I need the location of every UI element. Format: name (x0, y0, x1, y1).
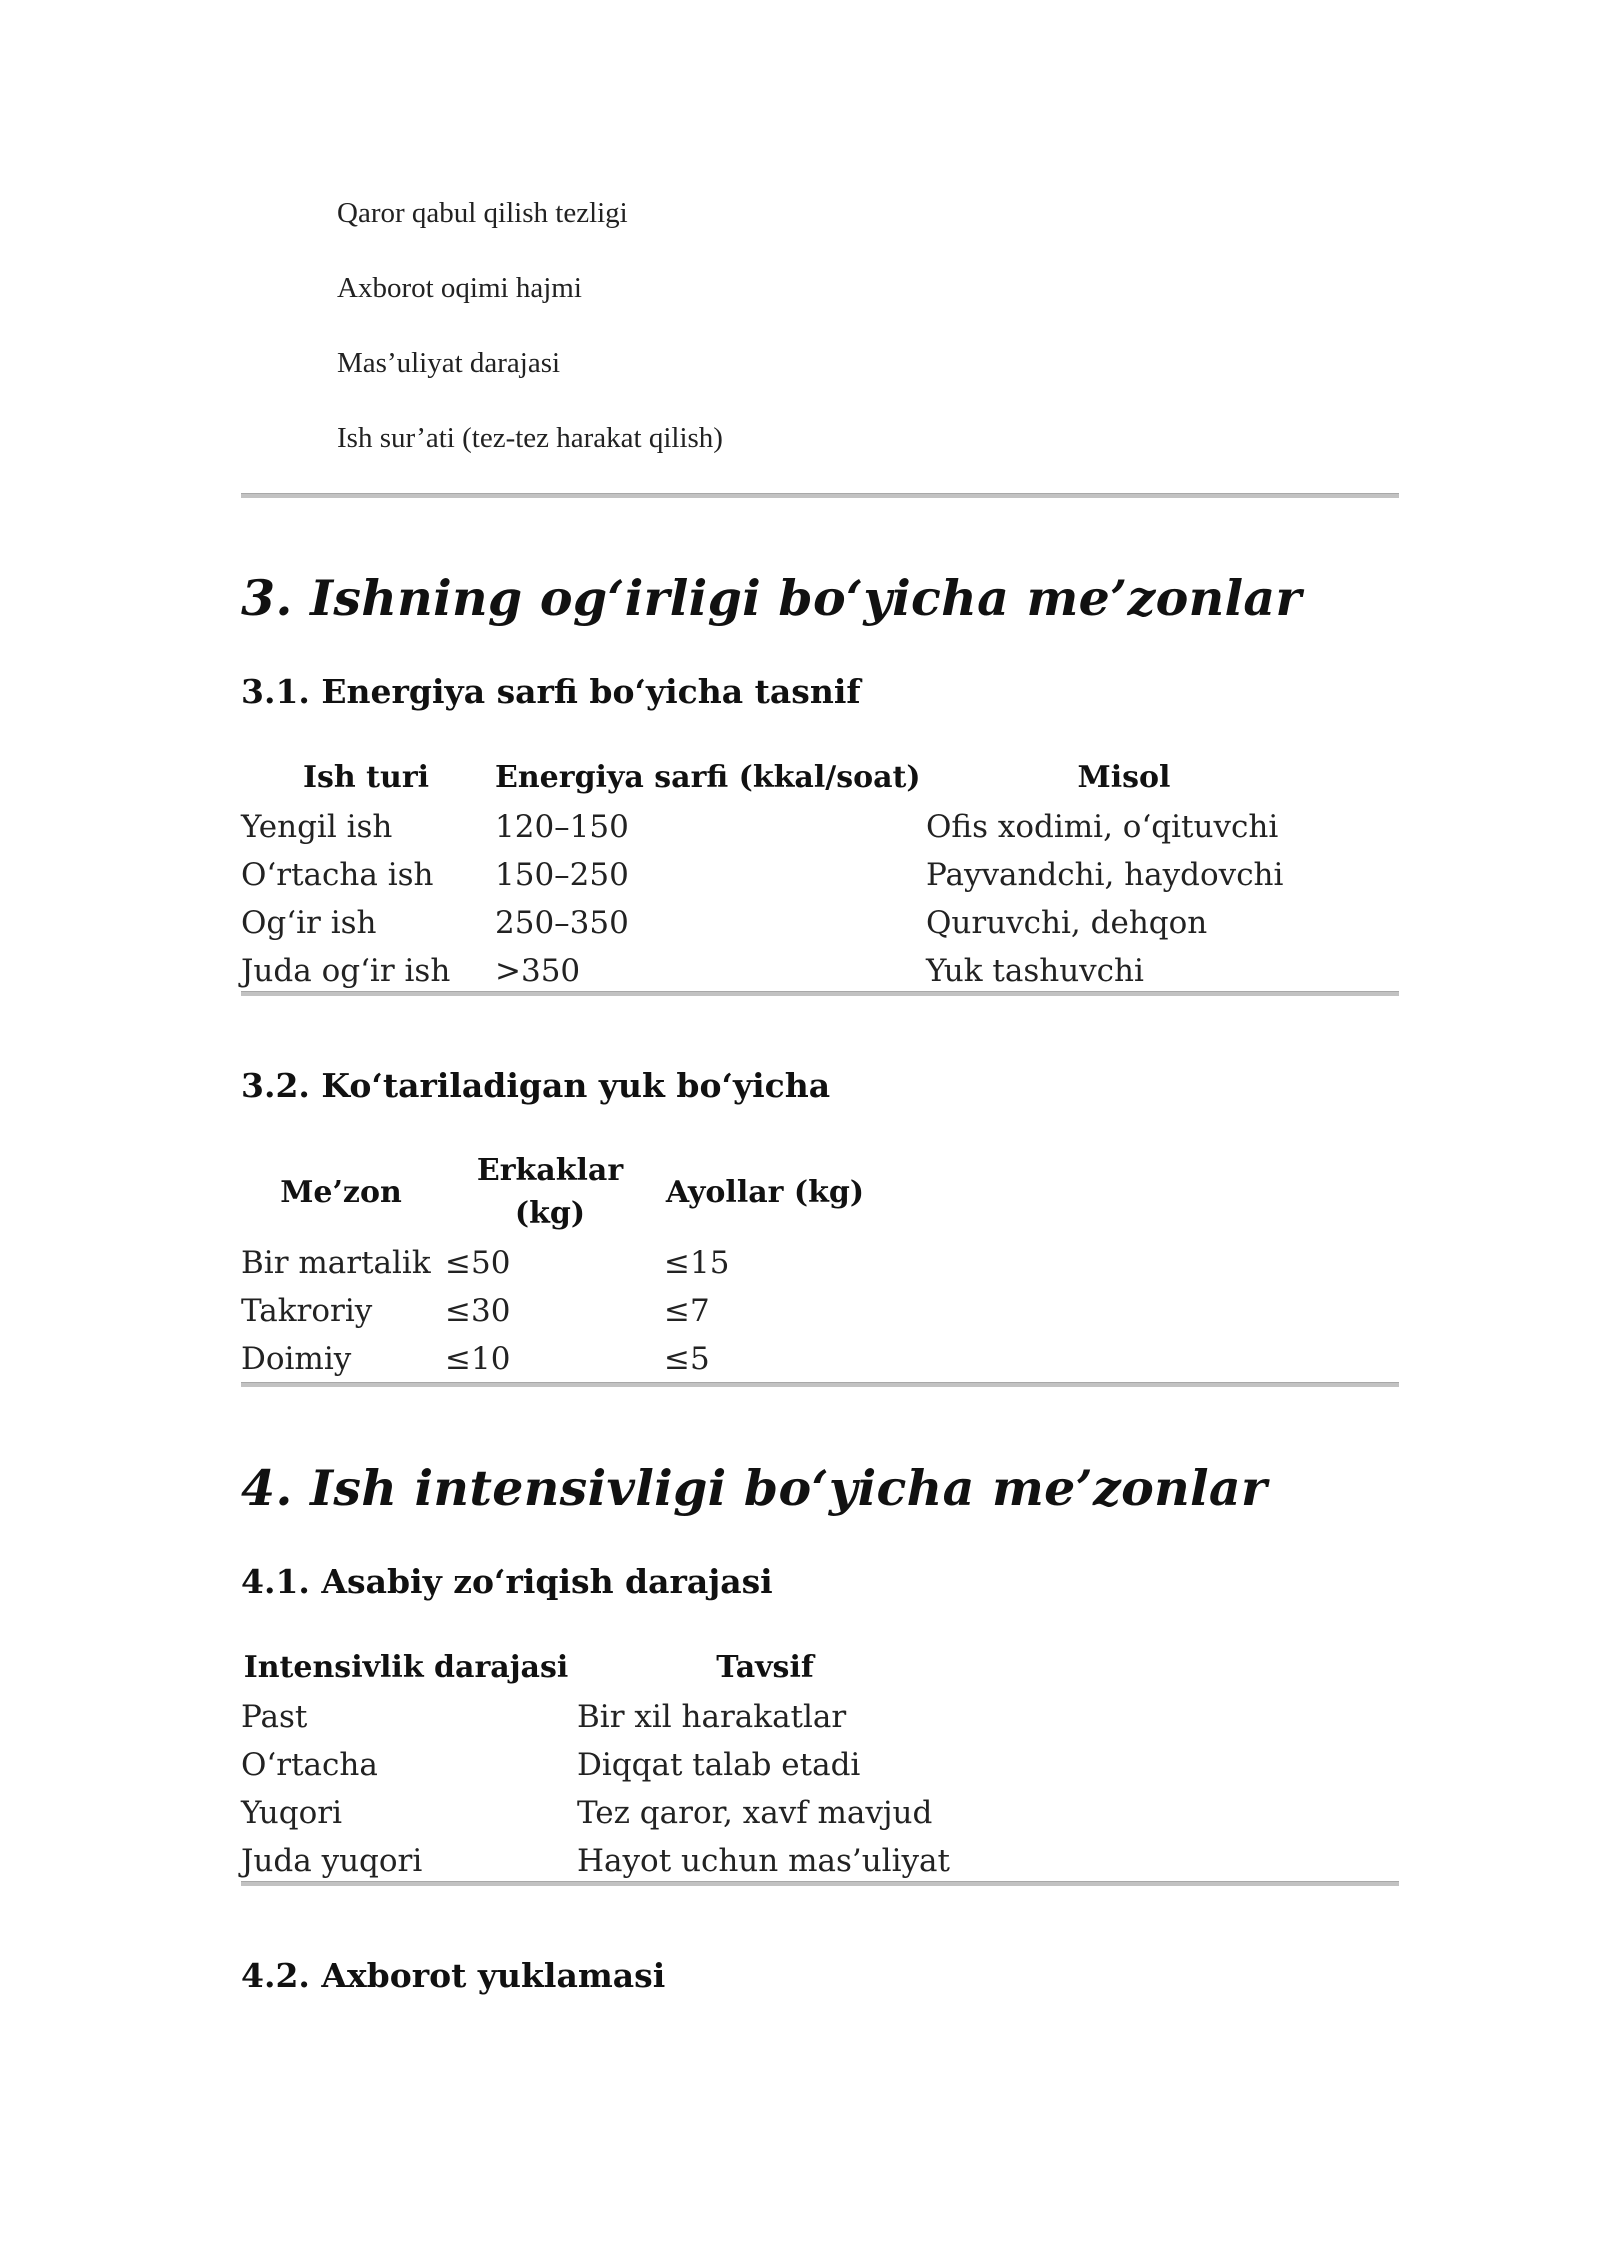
table-bottom-rule (241, 991, 1399, 996)
section-heading: 4. Ish intensivligi bo‘yicha me’zonlar (241, 1459, 1268, 1517)
table-cell: Past (241, 1699, 308, 1735)
table-cell: ≤7 (664, 1293, 710, 1329)
table-header-cell: Misol (1077, 760, 1171, 795)
table-header-cell: Ish turi (302, 760, 430, 795)
table-cell: Hayot uchun mas’uliyat (577, 1843, 950, 1879)
table-cell: Yuk tashuvchi (926, 953, 1144, 989)
subsection-heading: 3.2. Ko‘tariladigan yuk bo‘yicha (241, 1066, 831, 1105)
table-cell: Juda og‘ir ish (241, 953, 451, 989)
table-cell: 150–250 (495, 857, 629, 893)
table-bottom-rule (241, 1382, 1399, 1387)
table-cell: 120–150 (495, 809, 629, 845)
table-cell: Og‘ir ish (241, 905, 377, 941)
horizontal-rule (241, 493, 1399, 498)
table-header-cell: Intensivlik darajasi (243, 1650, 569, 1685)
table-cell: Payvandchi, haydovchi (926, 857, 1284, 893)
list-item: Qaror qabul qilish tezligi (337, 197, 628, 229)
table-cell: 250–350 (495, 905, 629, 941)
table-cell: Yengil ish (241, 809, 393, 845)
table-cell: Ofis xodimi, o‘qituvchi (926, 809, 1279, 845)
table-cell: Takroriy (241, 1293, 373, 1329)
table-cell: Yuqori (241, 1795, 342, 1831)
header-line: Erkaklar (476, 1153, 624, 1188)
table-cell: Bir xil harakatlar (577, 1699, 847, 1735)
table-bottom-rule (241, 1881, 1399, 1886)
table-cell: Quruvchi, dehqon (926, 905, 1208, 941)
subsection-heading: 3.1. Energiya sarfi bo‘yicha tasnif (241, 672, 861, 711)
table-cell: O‘rtacha (241, 1747, 378, 1783)
list-item: Ish sur’ati (tez-tez harakat qilish) (337, 422, 723, 454)
table-cell: >350 (495, 953, 581, 989)
list-item: Mas’uliyat darajasi (337, 347, 561, 379)
header-line: (kg) (514, 1196, 586, 1231)
table-cell: Diqqat talab etadi (577, 1747, 861, 1783)
table-header-cell: Me’zon (280, 1175, 402, 1210)
table-cell: Juda yuqori (241, 1843, 423, 1879)
table-cell: Tez qaror, xavf mavjud (577, 1795, 933, 1831)
table-header-cell: Ayollar (kg) (665, 1175, 865, 1210)
table-cell: ≤5 (664, 1341, 710, 1377)
subsection-heading: 4.1. Asabiy zo‘riqish darajasi (241, 1562, 773, 1601)
table-cell: ≤15 (664, 1245, 730, 1281)
table-header-cell: Tavsif (716, 1650, 814, 1685)
list-item: Axborot oqimi hajmi (337, 272, 582, 304)
table-header-cell (450, 1149, 650, 1235)
table-cell: ≤30 (445, 1293, 511, 1329)
table-cell: Bir martalik (241, 1245, 431, 1281)
section-heading: 3. Ishning og‘irligi bo‘yicha me’zonlar (241, 569, 1302, 627)
table-cell: O‘rtacha ish (241, 857, 434, 893)
table-header-cell: Energiya sarfi (kkal/soat) (495, 760, 921, 795)
subsection-heading: 4.2. Axborot yuklamasi (241, 1956, 666, 1995)
table-cell: ≤50 (445, 1245, 511, 1281)
table-cell: ≤10 (445, 1341, 511, 1377)
table-cell: Doimiy (241, 1341, 352, 1377)
